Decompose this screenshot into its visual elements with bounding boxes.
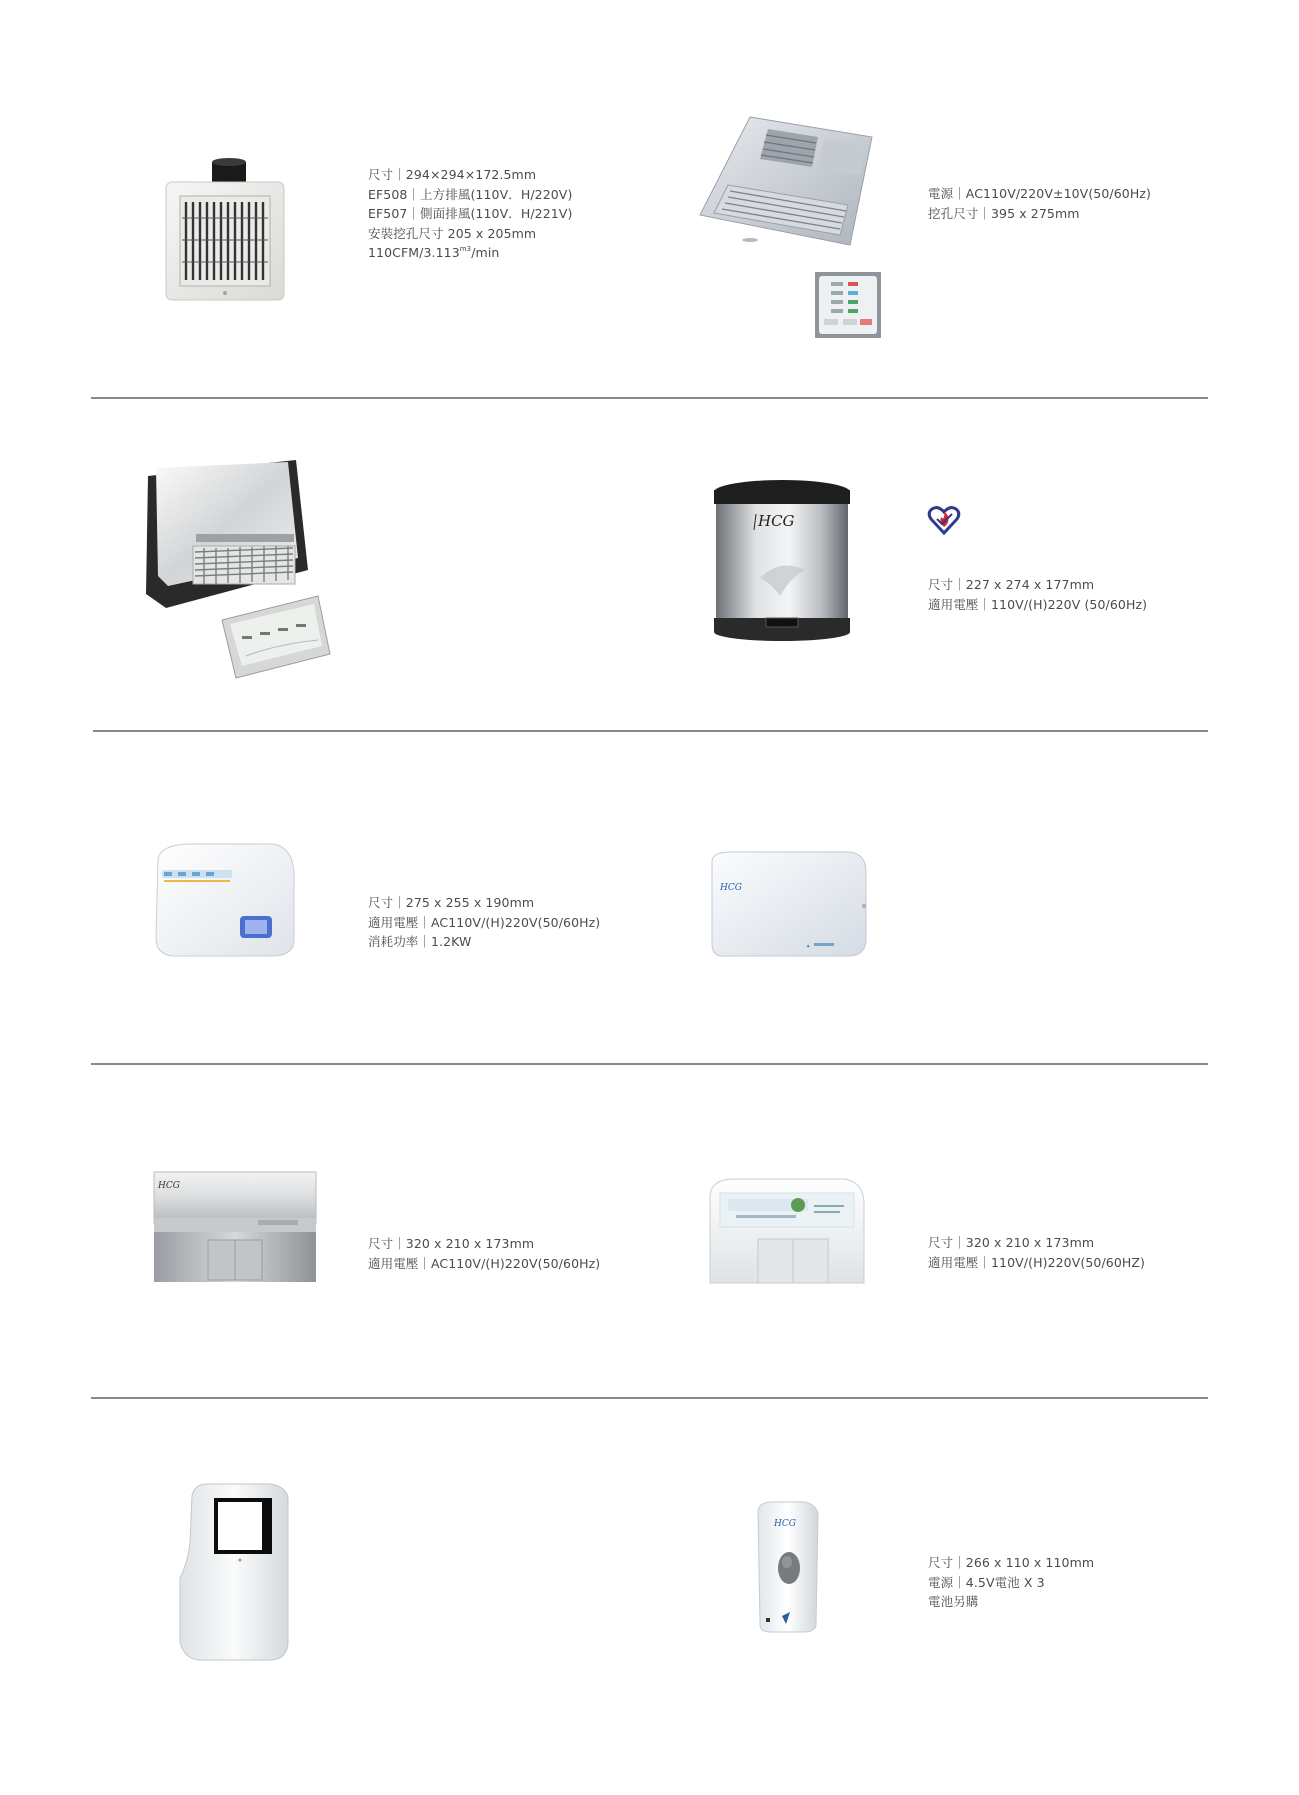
spec-airflow: $110CFM/3.113^{m3}/\min$ xyxy=(368,245,500,260)
spec-line: 電池另購 xyxy=(928,1594,979,1609)
product-image-white-box-dryer xyxy=(706,1175,868,1291)
specs-white-hand-dryer xyxy=(368,893,600,952)
specs-exhaust-fan xyxy=(368,165,572,263)
specs-bathroom-heater xyxy=(928,184,1151,223)
spec-line: 電源｜AC110V/220V±10V(50/60Hz) xyxy=(928,186,1151,201)
spec-line: 適用電壓｜110V/(H)220V (50/60Hz) xyxy=(928,596,1148,612)
section-divider xyxy=(91,397,1208,399)
spec-line: EF508｜上方排風(110V．H/220V) xyxy=(368,186,573,202)
spec-line: 尺寸｜227 x 274 x 177mm xyxy=(928,577,1095,592)
hcg-logo: HCG xyxy=(158,1181,180,1191)
specs-soap-dispenser xyxy=(928,1553,1094,1612)
hcg-logo: HCG xyxy=(720,883,742,893)
hcg-logo: HCG xyxy=(774,1519,796,1529)
heart-check-icon xyxy=(928,505,960,535)
spec-line: 尺寸｜320 x 210 x 173mm xyxy=(368,1236,535,1251)
product-image-exhaust-fan xyxy=(160,160,290,304)
spec-line: 尺寸｜266 x 110 x 110mm xyxy=(928,1555,1095,1570)
product-image-white-hand-dryer xyxy=(152,842,296,960)
product-image-stainless-hand-dryer xyxy=(710,478,855,642)
specs-stainless-box-dryer xyxy=(368,1234,600,1273)
product-image-bathroom-heater xyxy=(700,115,880,340)
section-divider xyxy=(91,1063,1208,1065)
section-divider xyxy=(93,730,1208,732)
section-divider xyxy=(91,1397,1208,1399)
spec-line: 尺寸｜320 x 210 x 173mm xyxy=(928,1235,1095,1250)
product-image-soap-dispenser xyxy=(752,1500,824,1635)
svg-text:✦: ✦ xyxy=(806,944,811,950)
spec-line: 尺寸｜275 x 255 x 190mm xyxy=(368,895,535,910)
spec-line: 尺寸｜294×294×172.5mm xyxy=(368,167,537,182)
product-image-stainless-box-dryer xyxy=(150,1170,318,1286)
specs-white-box-dryer xyxy=(928,1233,1145,1272)
product-image-wall-heater xyxy=(138,458,338,680)
spec-line: 電源｜4.5V電池 X 3 xyxy=(928,1574,1045,1590)
spec-line: 適用電壓｜110V/(H)220V(50/60HZ) xyxy=(928,1254,1146,1270)
spec-line: 消耗功率｜1.2KW xyxy=(368,934,472,949)
product-image-compact-hand-dryer xyxy=(710,850,870,960)
specs-stainless-hand-dryer xyxy=(928,575,1147,614)
spec-line: 挖孔尺寸｜395 x 275mm xyxy=(928,205,1080,221)
spec-line: 安裝挖孔尺寸 205 x 205mm xyxy=(368,225,537,241)
spec-line: 適用電壓｜AC110V/(H)220V(50/60Hz) xyxy=(368,914,601,930)
product-image-jet-hand-dryer xyxy=(174,1482,294,1664)
hcg-logo: HCG xyxy=(758,512,795,530)
spec-line: EF507｜側面排風(110V．H/221V) xyxy=(368,206,573,221)
spec-line: 適用電壓｜AC110V/(H)220V(50/60Hz) xyxy=(368,1255,601,1271)
